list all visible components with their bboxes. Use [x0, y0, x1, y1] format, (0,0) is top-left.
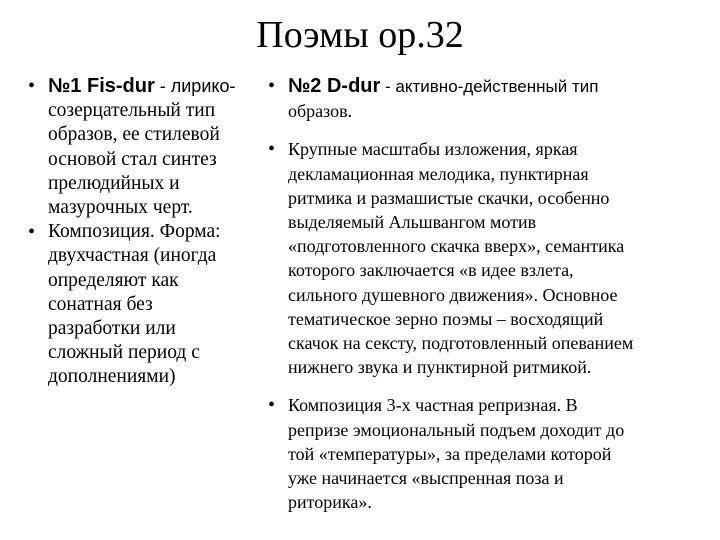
item-body: созерцательный тип образов, ее стилевой основой стал синтез прелюдийных и мазурочных черт. — [48, 100, 220, 219]
bullet-icon: • — [28, 221, 36, 244]
bullet-icon: • — [268, 138, 276, 161]
item-body: Композиция 3-х частная репризная. В репризе эмоциональный подъем доходит до той «температуры», за пределами которой уже начинается «выспренная поза и риторика». — [288, 395, 625, 513]
piece-number: №1 Fis-dur — [48, 75, 155, 97]
bullet-icon: • — [268, 394, 276, 417]
piece-number: №2 D-dur — [288, 75, 381, 97]
item-body: Композиция. Форма: двухчастная (иногда определяют как сонатная без разработки или сложный период с дополнениями) — [48, 221, 221, 388]
spacer — [262, 123, 710, 137]
item-body: образов. — [288, 101, 353, 122]
bullet-icon: • — [28, 75, 36, 97]
bullet-icon: • — [268, 75, 276, 97]
item-text — [288, 74, 710, 123]
right-column — [262, 74, 710, 514]
list-item — [262, 393, 710, 514]
item-text — [48, 74, 280, 220]
list-item — [262, 137, 710, 379]
left-column — [22, 74, 280, 390]
spacer — [262, 379, 710, 393]
list-item — [262, 74, 710, 123]
item-body: Крупные масштабы изложения, яркая декламационная мелодика, пунктирная ритмика и размашистые скачки, особенно выделяемый Альшвангом мотив «подготовленного скачка вверх», семантика которого заключается «в идее взлета, сильного душевного движения». Основное тематическое зерно поэмы – восходящий скачок на сексту, подготовленный опеванием нижнего звука и пунктирной ритмикой. — [288, 139, 634, 378]
slide-title: Поэмы ор.32 — [256, 14, 464, 56]
list-item — [22, 74, 280, 220]
list-item — [22, 220, 280, 389]
piece-type: - лирико- — [154, 76, 236, 96]
piece-type: - активно-действенный тип — [380, 77, 599, 96]
